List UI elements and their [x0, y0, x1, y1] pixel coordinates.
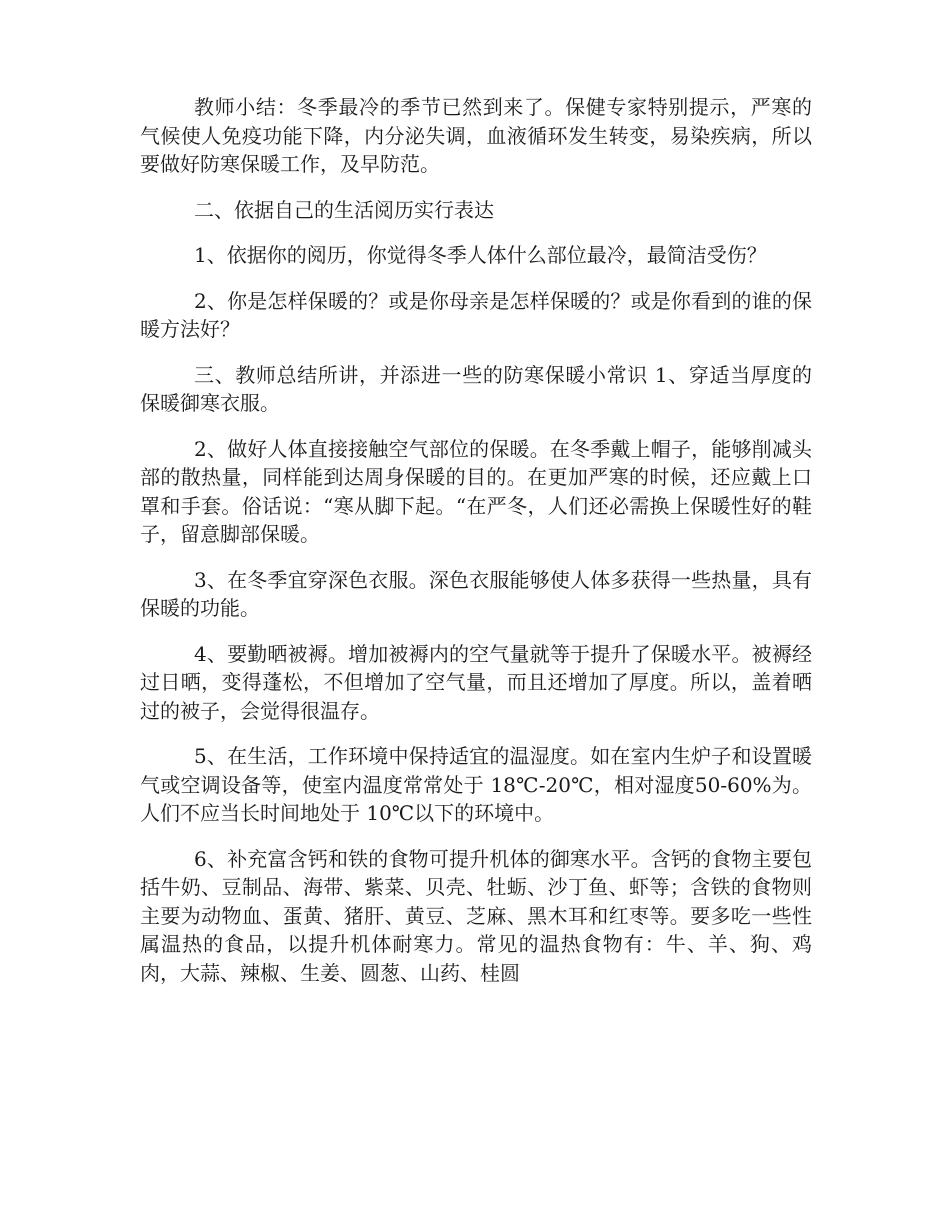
paragraph-tip-3: 3、在冬季宜穿深色衣服。深色衣服能够使人体多获得一些热量，具有保暖的功能。 [140, 567, 812, 620]
paragraph-question-1: 1、依据你的阅历，你觉得冬季人体什么部位最冷，最简洁受伤？ [194, 243, 767, 267]
paragraph-section-three-heading: 三、教师总结所讲，并添进一些的防寒保暖小常识 1、穿适当厚度的保暖御寒衣服。 [140, 362, 812, 415]
paragraph-tip-4: 4、要勤晒被褥。增加被褥内的空气量就等于提升了保暖水平。被褥经过日晒，变得蓬松，不但增加了空气量，而且还增加了厚度。所以，盖着晒过的被子，会觉得很温存。 [140, 641, 812, 723]
paragraph-teacher-summary: 教师小结：冬季最冷的季节已然到来了。保健专家特别提示，严寒的气候使人免疫功能下降，内分泌失调，血液循环发生转变，易染疾病，所以要做好防寒保暖工作，及早防范。 [140, 95, 812, 176]
paragraph-question-2: 2、你是怎样保暖的？或是你母亲是怎样保暖的？或是你看到的谁的保暖方法好？ [140, 288, 812, 341]
paragraph-tip-6: 6、补充富含钙和铁的食物可提升机体的御寒水平。含钙的食物主要包括牛奶、豆制品、海带、紫菜、贝壳、牡蛎、沙丁鱼、虾等；含铁的食物则主要为动物血、蛋黄、猪肝、黄豆、芝麻、黑木耳和红枣等。要多吃一些性属温热的食品，以提升机体耐寒力。常见的温热食物有：牛、羊、狗、鸡肉，大蒜、辣椒、生姜、圆葱、山药、桂圆 [140, 846, 812, 985]
paragraph-tip-5: 5、在生活，工作环境中保持适宜的温湿度。如在室内生炉子和设置暖气或空调设备等，使室内温度常常处于 18℃-20℃，相对湿度50-60%为。人们不应当长时间地处于 10℃以下的环境中。 [140, 744, 812, 825]
paragraph-tip-2: 2、做好人体直接接触空气部位的保暖。在冬季戴上帽子，能够削减头部的散热量，同样能到达周身保暖的目的。在更加严寒的时候，还应戴上口罩和手套。俗话说：“寒从脚下起。“在严冬，人们还必需换上保暖性好的鞋子，留意脚部保暖。 [140, 436, 812, 546]
paragraph-section-two-heading: 二、依据自己的生活阅历实行表达 [194, 197, 494, 222]
document-body [140, 93, 812, 1004]
